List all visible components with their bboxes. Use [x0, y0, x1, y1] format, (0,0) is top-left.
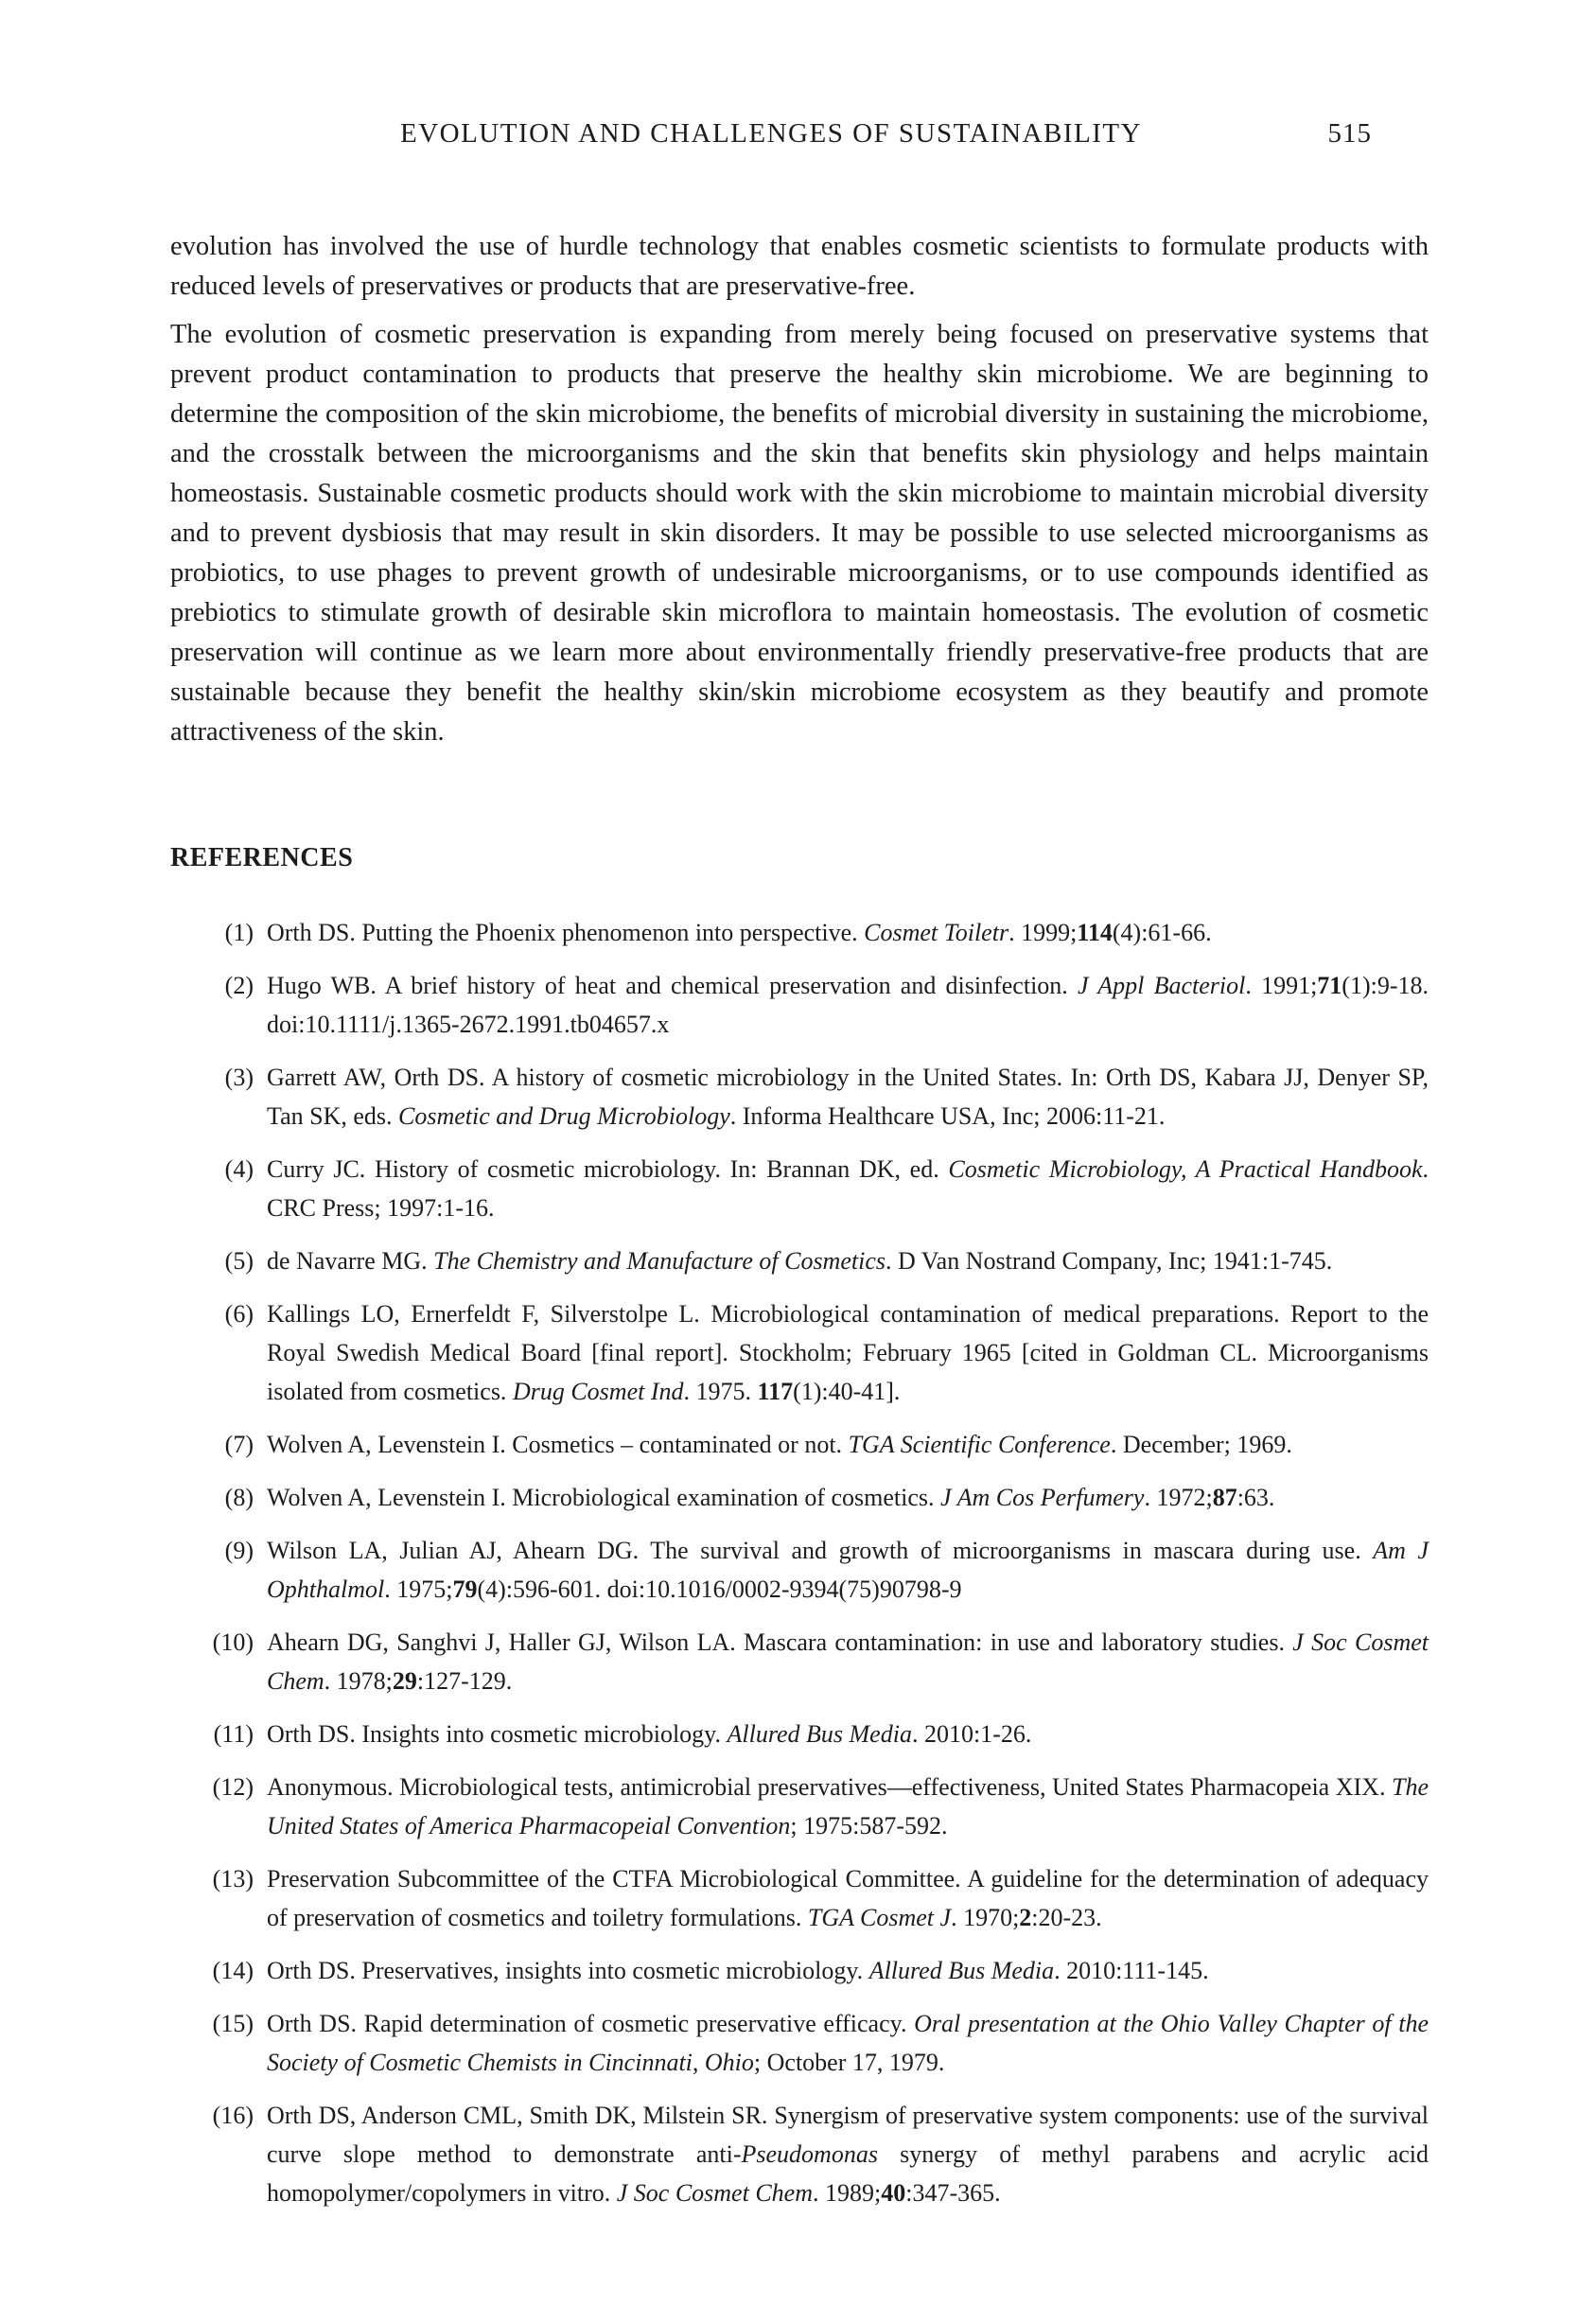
reference-item	[170, 1241, 1429, 1280]
reference-number: (12)	[212, 1773, 254, 1801]
paragraph: The evolution of cosmetic preservation is expanding from merely being focused on preservative systems that prevent product contamination to products that preserve the healthy skin microbiome. We are beginning to determine the composition of the skin microbiome, the benefits of microbial diversity in sustaining the microbiome, and the crosstalk between the microorganisms and the skin that benefits skin physiology and helps maintain homeostasis. Sustainable cosmetic products should work with the skin microbiome to maintain microbial diversity and to prevent dysbiosis that may result in skin disorders. It may be possible to use selected microorganisms as probiotics, to use phages to prevent growth of undesirable microorganisms, or to use compounds identified as prebiotics to stimulate growth of desirable skin microflora to maintain homeostasis. The evolution of cosmetic preservation will continue as we learn more about environmentally friendly preservative-free products that are sustainable because they benefit the healthy skin/skin microbiome ecosystem as they beautify and promote attractiveness of the skin.	[170, 320, 1429, 747]
reference-item	[170, 2096, 1429, 2212]
reference-text: Orth DS. Putting the Phoenix phenomenon into perspective. Cosmet Toiletr. 1999;114(4):61-66.	[267, 919, 1212, 946]
body-text	[170, 227, 1429, 752]
reference-number: (5)	[224, 1247, 254, 1275]
reference-item	[170, 1058, 1429, 1135]
reference-text: Preservation Subcommittee of the CTFA Microbiological Committee. A guideline for the determination of adequacy of preservation of cosmetics and toiletry formulations. TGA Cosmet J. 1970;2:20-23.	[267, 1865, 1429, 1931]
reference-item	[170, 1623, 1429, 1700]
references-list	[170, 913, 1429, 2212]
reference-text: Garrett AW, Orth DS. A history of cosmetic microbiology in the United States. In: Orth DS, Kabara JJ, Denyer SP, Tan SK, eds. Cosmetic and Drug Microbiology. Informa Healthcare USA, Inc; 2006:11-21.	[267, 1064, 1429, 1130]
reference-number: (8)	[224, 1484, 254, 1511]
reference-number: (13)	[212, 1865, 254, 1892]
reference-item	[170, 966, 1429, 1044]
reference-item	[170, 1294, 1429, 1411]
reference-item	[170, 1150, 1429, 1227]
page-title: EVOLUTION AND CHALLENGES OF SUSTAINABILITY	[399, 118, 1143, 149]
reference-text: Orth DS. Insights into cosmetic microbiology. Allured Bus Media. 2010:1-26.	[267, 1720, 1032, 1748]
running-head	[170, 115, 1372, 151]
reference-number: (14)	[212, 1957, 254, 1984]
reference-text: Curry JC. History of cosmetic microbiology. In: Brannan DK, ed. Cosmetic Microbiology, A Practical Handbook. CRC Press; 1997:1-16.	[267, 1155, 1429, 1222]
reference-text: Hugo WB. A brief history of heat and chemical preservation and disinfection. J Appl Bacteriol. 1991;71(1):9-18. doi:10.1111/j.1365-2672.1991.tb04657.x	[267, 972, 1429, 1038]
reference-number: (3)	[224, 1064, 254, 1091]
reference-item	[170, 1951, 1429, 1990]
reference-number: (9)	[224, 1537, 254, 1564]
reference-number: (4)	[224, 1155, 254, 1183]
reference-number: (6)	[224, 1300, 254, 1328]
reference-text: Orth DS. Rapid determination of cosmetic preservative efficacy. Oral presentation at the Ohio Valley Chapter of the Society of Cosmetic Chemists in Cincinnati, Ohio; October 17, 1979.	[267, 2010, 1429, 2076]
reference-number: (10)	[212, 1628, 254, 1656]
reference-number: (11)	[213, 1720, 254, 1748]
references-heading: REFERENCES	[170, 843, 354, 872]
reference-number: (2)	[224, 972, 254, 999]
reference-text: Orth DS. Preservatives, insights into cosmetic microbiology. Allured Bus Media. 2010:111-145.	[267, 1957, 1209, 1984]
paragraph: evolution has involved the use of hurdle technology that enables cosmetic scientists to formulate products with reduced levels of preservatives or products that are preservative-free.	[170, 232, 1429, 301]
reference-number: (15)	[212, 2010, 254, 2037]
reference-text: de Navarre MG. The Chemistry and Manufacture of Cosmetics. D Van Nostrand Company, Inc; 1941:1-745.	[267, 1247, 1333, 1275]
reference-item	[170, 913, 1429, 952]
page-number: 515	[1327, 118, 1372, 149]
reference-text: Ahearn DG, Sanghvi J, Haller GJ, Wilson LA. Mascara contamination: in use and laboratory studies. J Soc Cosmet Chem. 1978;29:127-129.	[267, 1628, 1429, 1695]
reference-item	[170, 2004, 1429, 2082]
reference-text: Anonymous. Microbiological tests, antimicrobial preservatives—effectiveness, United States Pharmacopeia XIX. The United States of America Pharmacopeial Convention; 1975:587-592.	[267, 1773, 1429, 1840]
reference-item	[170, 1768, 1429, 1845]
reference-text: Wolven A, Levenstein I. Microbiological examination of cosmetics. J Am Cos Perfumery. 1972;87:63.	[267, 1484, 1275, 1511]
reference-item	[170, 1859, 1429, 1937]
reference-text: Kallings LO, Ernerfeldt F, Silverstolpe L. Microbiological contamination of medical preparations. Report to the Royal Swedish Medical Board [final report]. Stockholm; February 1965 [cited in Goldman CL. Microorganisms isolated from cosmetics. Drug Cosmet Ind. 1975. 117(1):40-41].	[267, 1300, 1429, 1405]
reference-item	[170, 1478, 1429, 1517]
reference-item	[170, 1531, 1429, 1609]
reference-item	[170, 1715, 1429, 1753]
reference-item	[170, 1425, 1429, 1464]
reference-text: Wolven A, Levenstein I. Cosmetics – contaminated or not. TGA Scientific Conference. December; 1969.	[267, 1431, 1292, 1458]
reference-number: (7)	[224, 1431, 254, 1458]
reference-number: (16)	[212, 2102, 254, 2129]
reference-text: Wilson LA, Julian AJ, Ahearn DG. The survival and growth of microorganisms in mascara during use. Am J Ophthalmol. 1975;79(4):596-601. doi:10.1016/0002-9394(75)90798-9	[267, 1537, 1429, 1603]
reference-number: (1)	[224, 919, 254, 946]
reference-text: Orth DS, Anderson CML, Smith DK, Milstein SR. Synergism of preservative system components: use of the survival curve slope method to demonstrate anti-Pseudomonas synergy of methyl parabens and acrylic acid homopolymer/copolymers in vitro. J Soc Cosmet Chem. 1989;40:347-365.	[267, 2102, 1429, 2207]
